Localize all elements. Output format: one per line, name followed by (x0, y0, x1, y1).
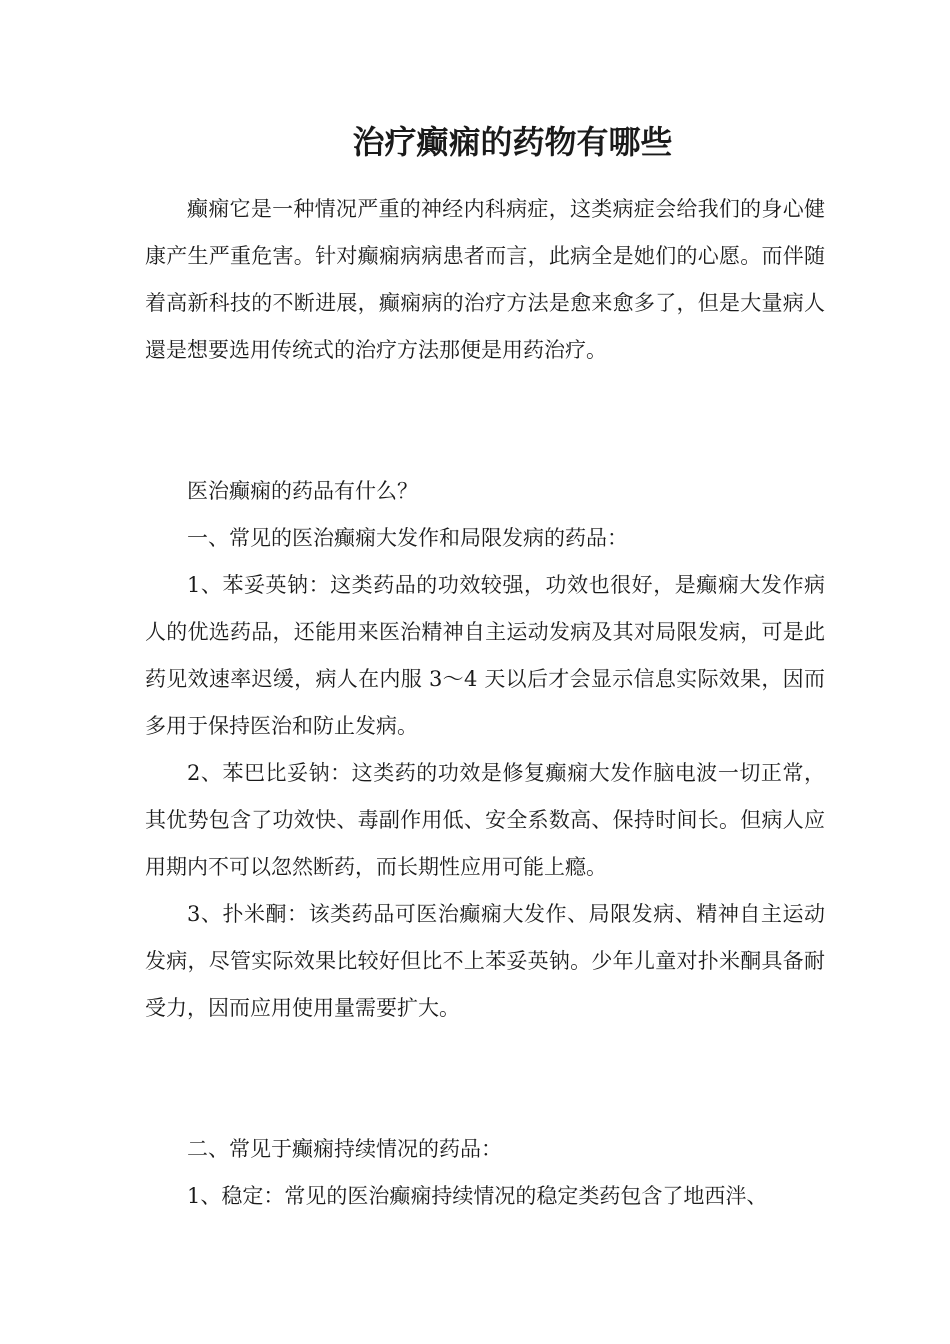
paragraph-spacer (145, 374, 825, 468)
paragraph-item-phenytoin: 1、苯妥英钠：这类药品的功效较强，功效也很好，是癫痫大发作病人的优选药品，还能用来医治精神自主运动发病及其对局限发病，可是此药见效速率迟缓，病人在内服 3～4 天以后才会显示信息实际效果，因而多用于保持医治和防止发病。 (145, 573, 825, 738)
paragraph-section-two: 二、常见于癫痫持续情况的药品： (187, 1137, 502, 1161)
paragraph-item-primidone: 3、扑米酮：该类药品可医治癫痫大发作、局限发病、精神自主运动发病，尽管实际效果比较好但比不上苯妥英钠。少年儿童对扑米酮具备耐受力，因而应用使用量需要扩大。 (145, 902, 825, 1020)
document-title: 治疗癫痫的药物有哪些 (352, 123, 673, 161)
document-body (145, 186, 825, 1220)
paragraph-section-one: 一、常见的医治癫痫大发作和局限发病的药品： (187, 526, 628, 550)
paragraph-question: 医治癫痫的药品有什么？ (187, 479, 418, 503)
paragraph-intro: 癫痫它是一种情况严重的神经内科病症，这类病症会给我们的身心健康产生严重危害。针对癫痫病病患者而言，此病全是她们的心愿。而伴随着高新科技的不断进展，癫痫病的治疗方法是愈来愈多了，但是大量病人還是想要选用传统式的治疗方法那便是用药治疗。 (145, 197, 825, 362)
paragraph-item-stabilizer: 1、稳定：常见的医治癫痫持续情况的稳定类药包含了地西泮、 (187, 1184, 768, 1208)
paragraph-item-phenobarbital: 2、苯巴比妥钠：这类药的功效是修复癫痫大发作脑电波一切正常，其优势包含了功效快、毒副作用低、安全系数高、保持时间长。但病人应用期内不可以忽然断药，而长期性应用可能上瘾。 (145, 761, 825, 879)
paragraph-spacer (145, 1032, 825, 1126)
